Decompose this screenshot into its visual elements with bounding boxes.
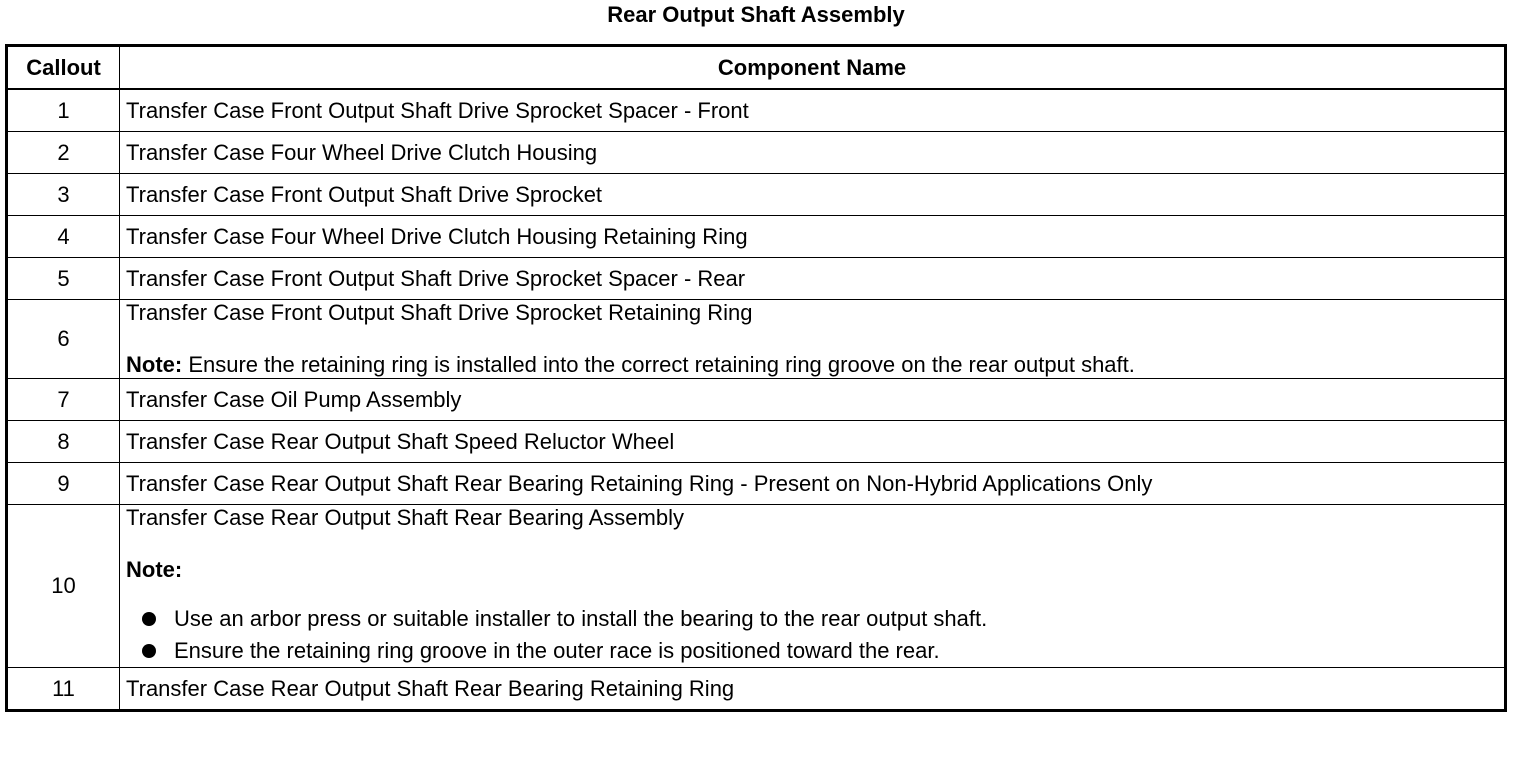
component-name-cell: Transfer Case Rear Output Shaft Rear Bearing Retaining Ring <box>120 668 1506 711</box>
bullet-icon <box>142 644 156 658</box>
callout-cell: 9 <box>7 463 120 505</box>
component-name-cell: Transfer Case Front Output Shaft Drive Sprocket Spacer - Rear <box>120 258 1506 300</box>
component-name-cell: Transfer Case Oil Pump Assembly <box>120 379 1506 421</box>
component-name-cell <box>120 505 1506 668</box>
callout-cell: 8 <box>7 421 120 463</box>
table-row <box>7 174 1506 216</box>
table-header-row <box>7 46 1506 90</box>
table-row <box>7 379 1506 421</box>
component-name-cell: Transfer Case Rear Output Shaft Rear Bearing Retaining Ring - Present on Non-Hybrid Applications Only <box>120 463 1506 505</box>
component-name-cell: Transfer Case Four Wheel Drive Clutch Housing <box>120 132 1506 174</box>
callout-cell: 1 <box>7 89 120 132</box>
table-row <box>7 258 1506 300</box>
table-row <box>7 216 1506 258</box>
callout-cell: 11 <box>7 668 120 711</box>
note-text: Ensure the retaining ring is installed into the correct retaining ring groove on the rear output shaft. <box>182 352 1135 377</box>
table-row <box>7 132 1506 174</box>
note-bullet-list <box>126 603 1498 667</box>
table-row <box>7 463 1506 505</box>
note <box>126 352 1498 378</box>
callout-cell: 10 <box>7 505 120 668</box>
component-name-cell: Transfer Case Rear Output Shaft Speed Reluctor Wheel <box>120 421 1506 463</box>
column-header-callout: Callout <box>7 46 120 90</box>
component-name: Transfer Case Rear Output Shaft Rear Bearing Assembly <box>126 505 684 530</box>
component-name-cell: Transfer Case Front Output Shaft Drive Sprocket Spacer - Front <box>120 89 1506 132</box>
callout-cell: 2 <box>7 132 120 174</box>
callout-cell: 6 <box>7 300 120 379</box>
bullet-icon <box>142 612 156 626</box>
table-row <box>7 89 1506 132</box>
component-name-cell: Transfer Case Front Output Shaft Drive Sprocket <box>120 174 1506 216</box>
note-label: Note: <box>126 352 183 377</box>
note-label: Note: <box>126 557 183 582</box>
bullet-text: Use an arbor press or suitable installer to install the bearing to the rear output shaft. <box>174 606 988 631</box>
callout-cell: 4 <box>7 216 120 258</box>
note-bullet-item <box>126 635 1498 667</box>
table-row <box>7 300 1506 379</box>
callout-cell: 7 <box>7 379 120 421</box>
note-bullet-item <box>126 603 1498 635</box>
callout-cell: 3 <box>7 174 120 216</box>
component-name-cell <box>120 300 1506 379</box>
table-row <box>7 421 1506 463</box>
component-name: Transfer Case Front Output Shaft Drive Sprocket Retaining Ring <box>126 300 753 325</box>
table-row <box>7 505 1506 668</box>
component-name-cell: Transfer Case Four Wheel Drive Clutch Housing Retaining Ring <box>120 216 1506 258</box>
table-title: Rear Output Shaft Assembly <box>607 2 905 27</box>
callout-cell: 5 <box>7 258 120 300</box>
parts-table <box>5 44 1507 712</box>
bullet-text: Ensure the retaining ring groove in the outer race is positioned toward the rear. <box>174 638 940 663</box>
note <box>126 557 1498 583</box>
table-row <box>7 668 1506 711</box>
column-header-component-name: Component Name <box>120 46 1506 90</box>
